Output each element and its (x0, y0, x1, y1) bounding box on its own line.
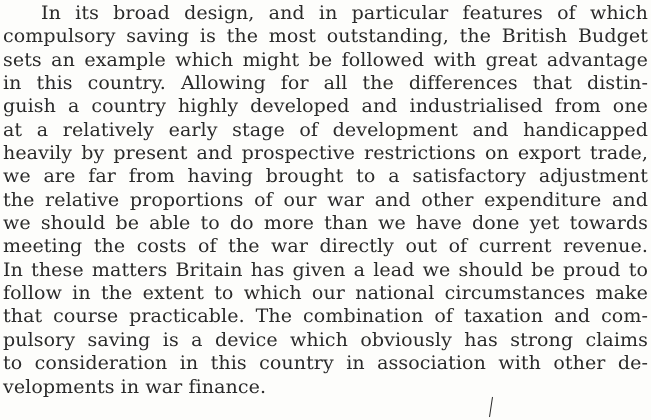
text-line: we are far from having brought to a satisfactory adjustment (3, 165, 648, 188)
text-line: in this country. Allowing for all the differences that distin- (3, 72, 648, 95)
text-line: In these matters Britain has given a lead we should be proud to (3, 258, 648, 281)
text-line: velopments in war finance. (3, 375, 267, 398)
text-line: pulsory saving is a device which obviously has strong claims (3, 328, 648, 351)
text-line: to consideration in this country in association with other de- (3, 352, 648, 375)
text-line: follow in the extent to which our national circumstances make (3, 282, 648, 305)
text-line: In its broad design, and in particular features of which (41, 2, 648, 24)
text-line: we should be able to do more than we have done yet towards (3, 212, 648, 235)
text-line: guish a country highly developed and industrialised from one (3, 95, 648, 118)
pen-mark-icon (488, 396, 494, 418)
text-line: sets an example which might be followed with great advantage (3, 48, 648, 71)
text-line: that course practicable. The combination of taxation and com- (3, 305, 648, 328)
body-paragraph (3, 2, 648, 399)
text-line: compulsory saving is the most outstanding, the British Budget (3, 25, 648, 48)
text-line: at a relatively early stage of development and handicapped (3, 118, 648, 141)
text-line: meeting the costs of the war directly out of current revenue. (3, 235, 648, 258)
text-line: heavily by present and prospective restrictions on export trade, (3, 142, 648, 165)
text-line: the relative proportions of our war and other expenditure and (3, 188, 648, 211)
